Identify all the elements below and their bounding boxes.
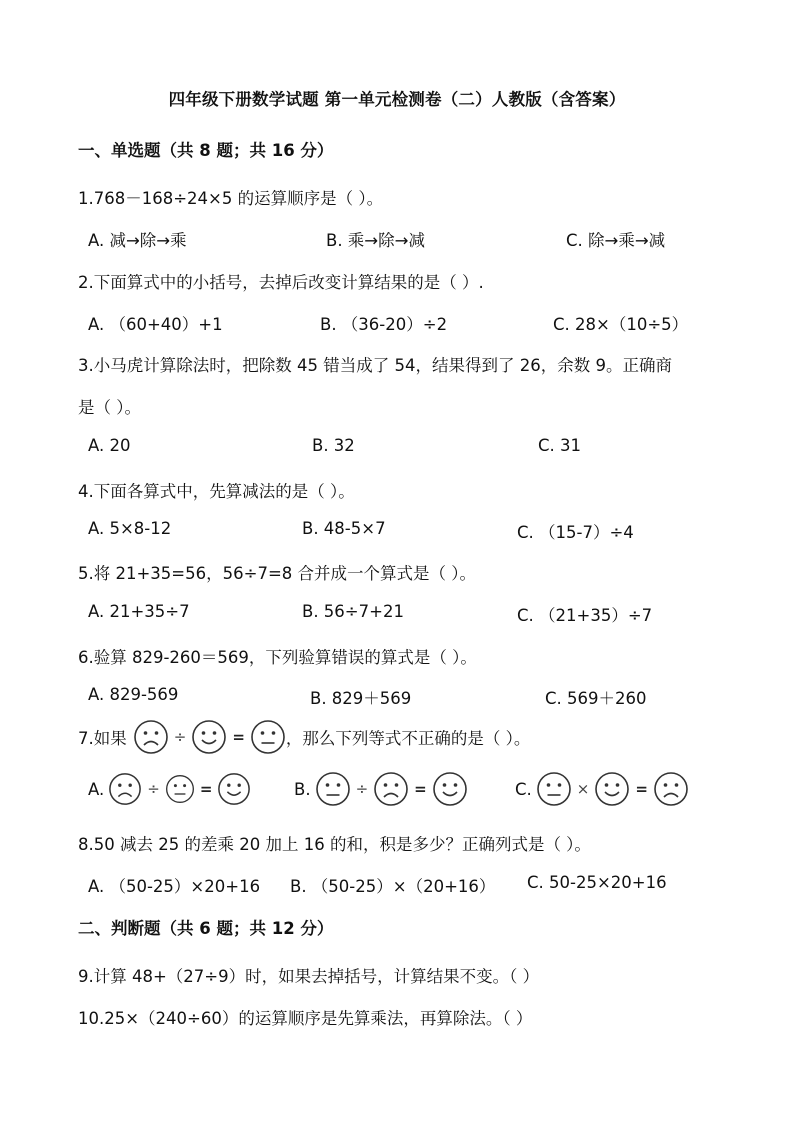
q2-option-a[interactable]: A. （60+40）+1 bbox=[88, 315, 223, 334]
q5-option-c[interactable]: C. （21+35）÷7 bbox=[517, 606, 653, 625]
q7-option-a-label: A. bbox=[88, 779, 105, 799]
question-3-line-2: 是（ ）。 bbox=[78, 398, 141, 417]
q3-option-a[interactable]: A. 20 bbox=[88, 436, 131, 455]
divide-sign: ÷ bbox=[355, 780, 369, 798]
sad-face-icon bbox=[133, 719, 169, 755]
section-header-single-choice: 一、单选题（共 8 题；共 16 分） bbox=[78, 141, 334, 160]
divide-sign: ÷ bbox=[147, 780, 160, 798]
equals-sign: = bbox=[635, 780, 648, 798]
happy-face-icon bbox=[432, 771, 468, 807]
q4-option-c[interactable]: C. （15-7）÷4 bbox=[517, 523, 634, 542]
sad-face-icon bbox=[373, 771, 409, 807]
neutral-face-icon bbox=[536, 771, 572, 807]
q1-option-c[interactable]: C. 除→乘→减 bbox=[566, 231, 666, 250]
sad-face-icon bbox=[653, 771, 689, 807]
q4-option-b[interactable]: B. 48-5×7 bbox=[302, 519, 386, 538]
document-title: 四年级下册数学试题 第一单元检测卷（二）人教版（含答案） bbox=[168, 90, 626, 109]
q8-option-c[interactable]: C. 50-25×20+16 bbox=[527, 873, 667, 892]
question-10: 10.25×（240÷60）的运算顺序是先算乘法，再算除法。（ ） bbox=[78, 1009, 533, 1028]
q7-option-b[interactable] bbox=[294, 769, 468, 809]
question-8: 8.50 减去 25 的差乘 20 加上 16 的和，积是多少？正确列式是（ ）。 bbox=[78, 835, 591, 854]
q8-option-b[interactable]: B. （50-25）×（20+16） bbox=[290, 877, 496, 896]
q7-option-b-label: B. bbox=[294, 779, 311, 799]
q6-option-b[interactable]: B. 829＋569 bbox=[310, 689, 412, 708]
divide-sign: ÷ bbox=[173, 728, 187, 746]
question-7-suffix: ，那么下列等式不正确的是（ ）。 bbox=[285, 729, 531, 748]
neutral-face-icon bbox=[165, 774, 195, 804]
q2-option-c[interactable]: C. 28×（10÷5） bbox=[553, 315, 689, 334]
q4-option-a[interactable]: A. 5×8-12 bbox=[88, 519, 172, 538]
neutral-face-icon bbox=[250, 719, 286, 755]
neutral-face-icon bbox=[315, 771, 351, 807]
equals-sign: = bbox=[414, 780, 427, 798]
question-6: 6.验算 829-260＝569，下列验算错误的算式是（ ）。 bbox=[78, 648, 477, 667]
q7-option-c-label: C. bbox=[515, 779, 532, 799]
happy-face-icon bbox=[594, 771, 630, 807]
q3-option-c[interactable]: C. 31 bbox=[538, 436, 582, 455]
question-5: 5.将 21+35=56，56÷7=8 合并成一个算式是（ ）。 bbox=[78, 564, 477, 583]
q6-option-a[interactable]: A. 829-569 bbox=[88, 685, 179, 704]
question-7-prefix: 7.如果 bbox=[78, 729, 127, 748]
q6-option-c[interactable]: C. 569＋260 bbox=[545, 689, 647, 708]
question-3: 3.小马虎计算除法时，把除数 45 错当成了 54，结果得到了 26，余数 9。正确商 bbox=[78, 356, 672, 375]
q5-option-a[interactable]: A. 21+35÷7 bbox=[88, 602, 190, 621]
q8-option-a[interactable]: A. （50-25）×20+16 bbox=[88, 877, 261, 896]
equals-sign: = bbox=[199, 780, 213, 798]
q2-option-b[interactable]: B. （36-20）÷2 bbox=[320, 315, 448, 334]
question-7 bbox=[78, 717, 530, 757]
q5-option-b[interactable]: B. 56÷7+21 bbox=[302, 602, 404, 621]
q7-option-c[interactable] bbox=[515, 769, 689, 809]
question-2: 2.下面算式中的小括号，去掉后改变计算结果的是（ ）. bbox=[78, 273, 484, 292]
q3-option-b[interactable]: B. 32 bbox=[312, 436, 355, 455]
happy-face-icon bbox=[191, 719, 227, 755]
sad-face-icon bbox=[108, 772, 142, 806]
happy-face-icon bbox=[217, 772, 251, 806]
equals-sign: = bbox=[232, 728, 245, 746]
q7-option-a[interactable] bbox=[88, 769, 251, 809]
q1-option-a[interactable]: A. 减→除→乘 bbox=[88, 231, 187, 250]
question-4: 4.下面各算式中，先算减法的是（ ）。 bbox=[78, 482, 355, 501]
multiply-sign: × bbox=[576, 780, 590, 798]
question-1: 1.768－168÷24×5 的运算顺序是（ ）。 bbox=[78, 189, 384, 208]
q1-option-b[interactable]: B. 乘→除→减 bbox=[326, 231, 425, 250]
section-header-true-false: 二、判断题（共 6 题；共 12 分） bbox=[78, 919, 334, 938]
question-9: 9.计算 48+（27÷9）时，如果去掉括号，计算结果不变。（ ） bbox=[78, 967, 540, 986]
